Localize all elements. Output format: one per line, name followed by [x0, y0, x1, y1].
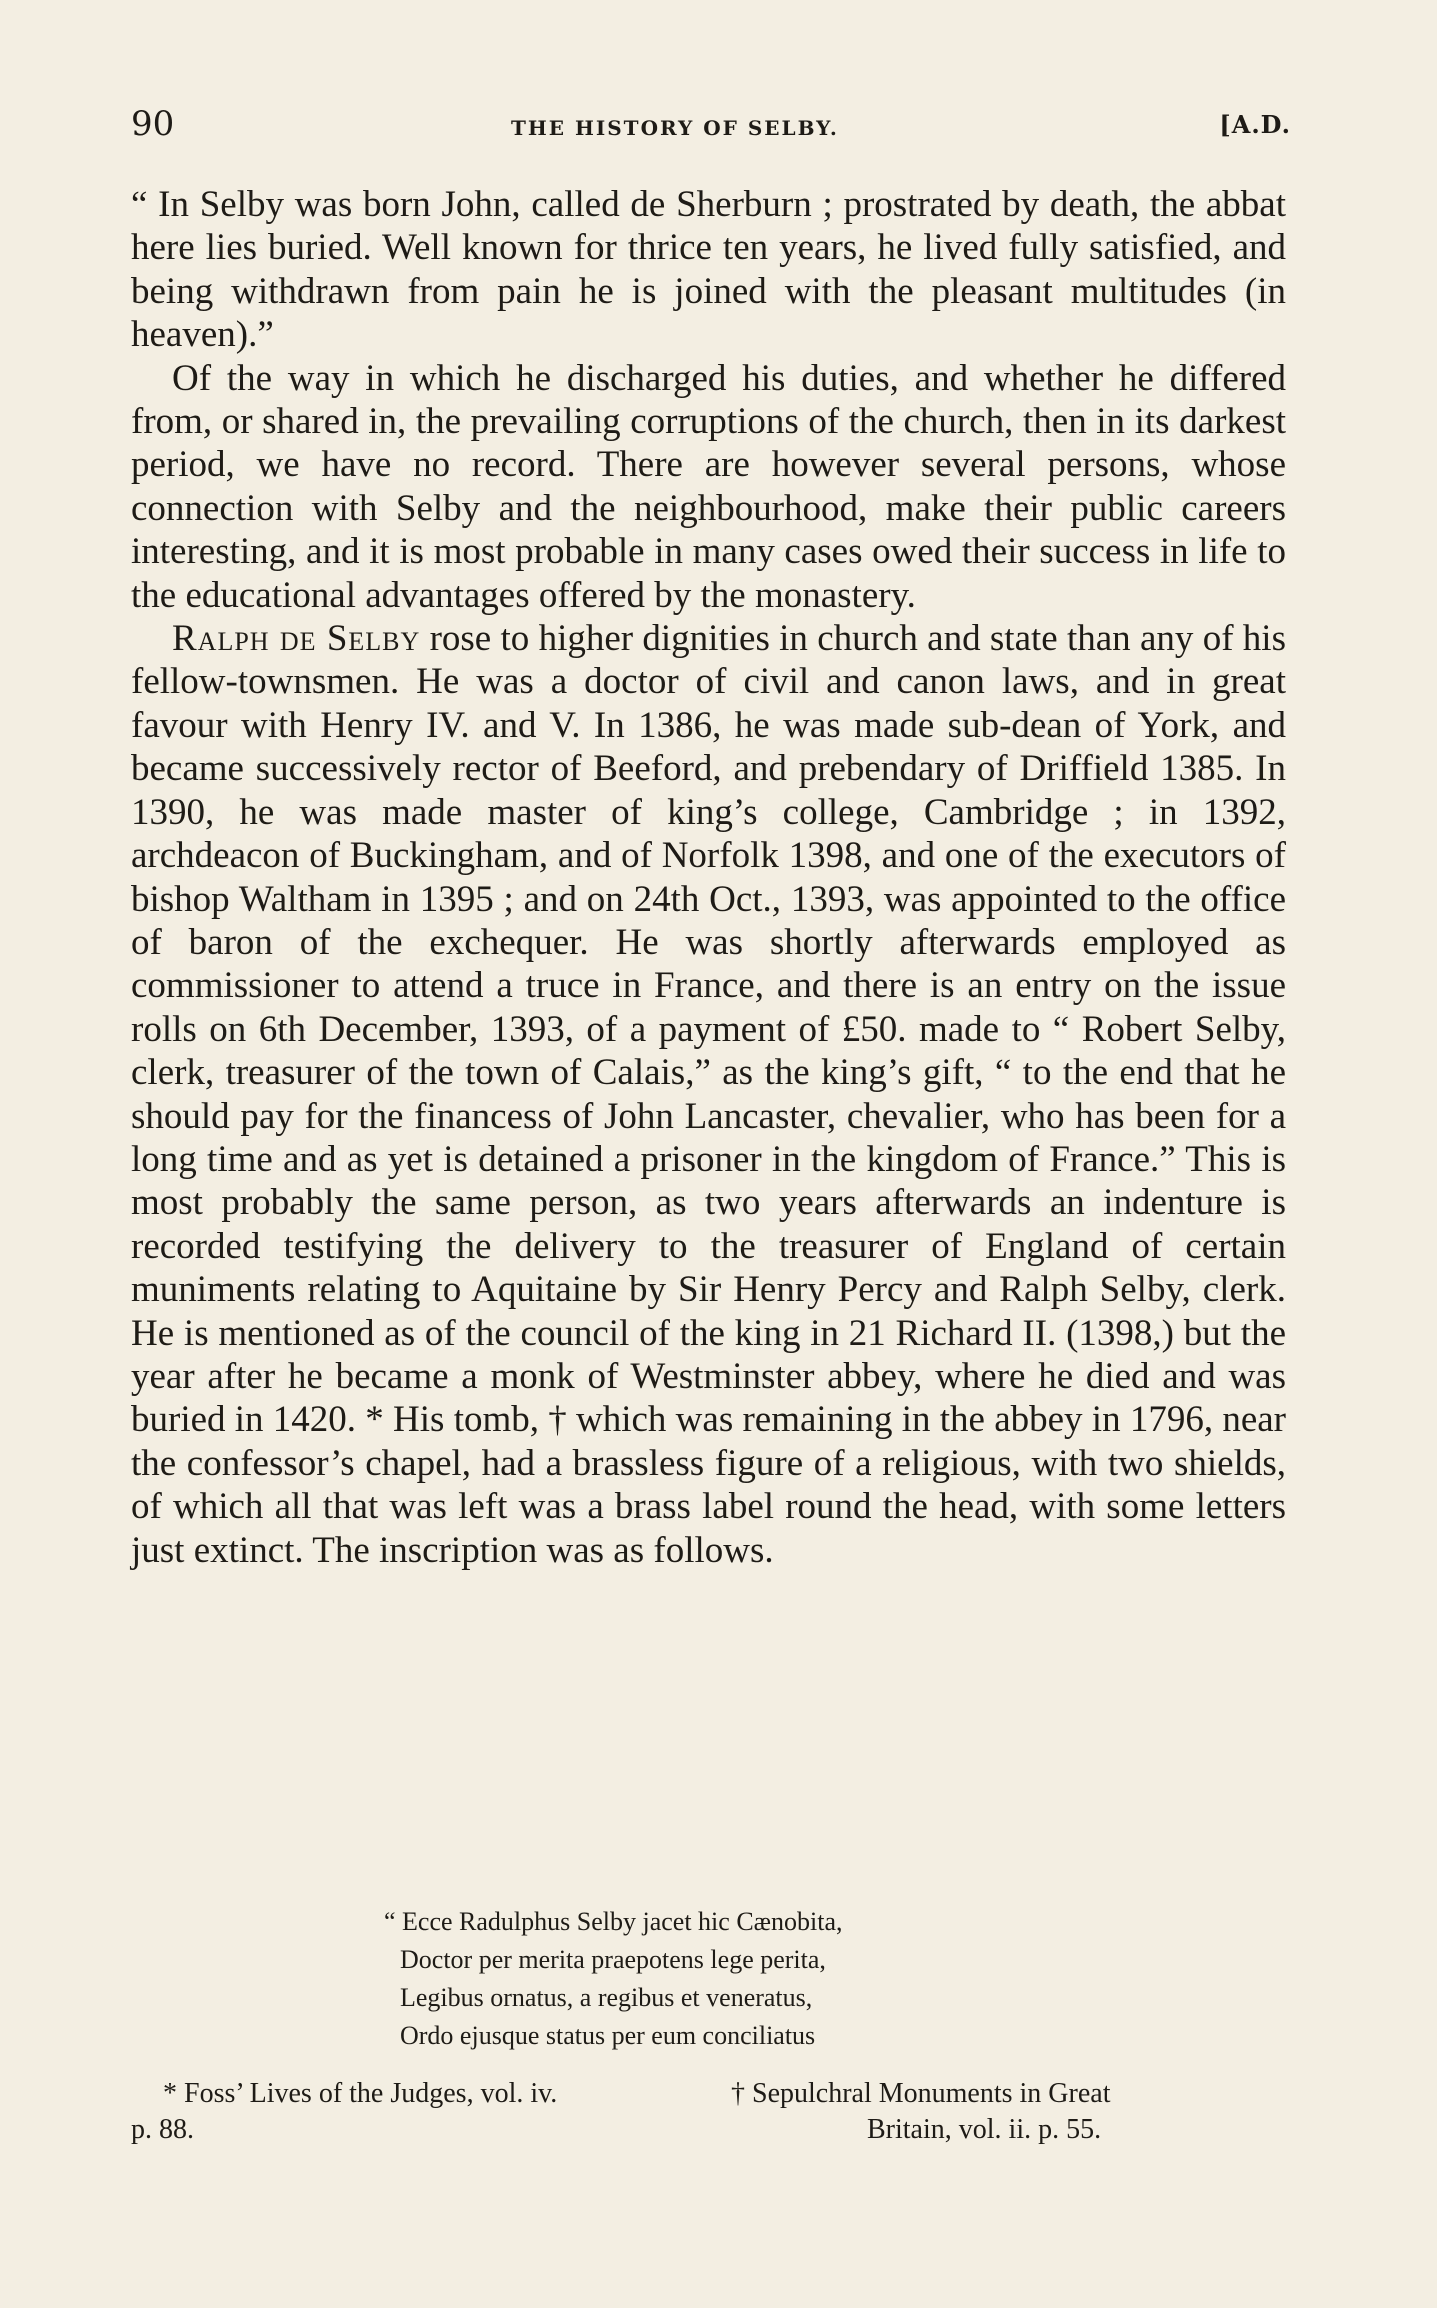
era-marker: [A.D. — [1219, 110, 1291, 139]
running-head: THE HISTORY OF SELBY. — [511, 116, 839, 140]
ralph-de-selby-text: rose to higher dignities in church and state than any of his fellow-townsmen. He was a doctor of civil and canon laws, and in great favour with Henry IV. and V. In 1386, he was made sub-dean of York, and became successively rector of Beeford, and prebendary of Driffield 1385. In 1390, he was made master of king’s college, Cambridge ; in 1392, archdeacon of Buckingham, and of Norfolk 1398, and one of the executors of bishop Waltham in 1395 ; and on 24th Oct., 1393, was appointed to the office of baron of the exchequer. He was shortly afterwards employed as commissioner to attend a truce in France, and there is an entry on the issue rolls on 6th December, 1393, of a payment of £50. made to “ Robert Selby, clerk, treasurer of the town of Calais,” as the king’s gift, “ to the end that he should pay for the financess of John Lancaster, chevalier, who has been for a long time and as yet is detained a prisoner in the kingdom of France.” This is most probably the same person, as two years afterwards an indenture is recorded testifying the delivery to the treasurer of England of certain muniments relating to Aquitaine by Sir Henry Percy and Ralph Selby, clerk. He is mentioned as of the council of the king in 21 Richard II. (1398,) but the year after he became a monk of Westminster abbey, where he died and was buried in 1420. * His tomb, † which was remaining in the abbey in 1796, near the confessor’s chapel, had a brassless figure of a religious, with two shields, of which all that was left was a brass label round the head, with some letters just extinct. The inscription was as follows. — [131, 618, 1287, 1571]
inscription-line: Doctor per merita praepotens lege perita, — [400, 1945, 826, 1974]
page-header — [131, 104, 1291, 148]
ralph-de-selby-name: Ralph de Selby — [172, 618, 421, 660]
footnote-foss-line: * Foss’ Lives of the Judges, vol. iv. — [163, 2078, 558, 2109]
footnote-foss — [131, 2076, 691, 2148]
monastery-paragraph: Of the way in which he discharged his duties, and whether he differed from, or shared in, the prevailing corruptions of the church, then in its darkest period, we have no record. There are however several persons, whose connection with Selby and the neighbourhood, make their public careers interesting, and it is most probable in many cases owed their success in life to the educational advantages offered by the monastery. — [131, 357, 1286, 616]
latin-inscription — [384, 1903, 843, 2055]
main-text — [131, 183, 1286, 1572]
footnote-sepulchral — [731, 2076, 1291, 2148]
inscription-line: Legibus ornatus, a regibus et veneratus, — [400, 1983, 813, 2012]
page-number: 90 — [131, 104, 175, 144]
ralph-de-selby-paragraph — [131, 617, 1286, 1572]
footnote-sepulchral-line: † Sepulchral Monuments in Great — [731, 2078, 1111, 2109]
inscription-line: Ordo ejusque status per eum conciliatus — [400, 2021, 816, 2050]
epitaph-translation-paragraph: “ In Selby was born John, called de Sherburn ; prostrated by death, the abbat here lies buried. Well known for thrice ten years, he lived fully satisfied, and being withdrawn from pain he is joined with the pleasant multitudes (in heaven).” — [131, 184, 1286, 356]
inscription-line: “ Ecce Radulphus Selby jacet hic Cænobita, — [384, 1907, 843, 1936]
footnotes — [131, 2076, 1291, 2156]
footnote-foss-line: p. 88. — [131, 2114, 194, 2145]
footnote-sepulchral-line: Britain, vol. ii. p. 55. — [867, 2114, 1102, 2145]
